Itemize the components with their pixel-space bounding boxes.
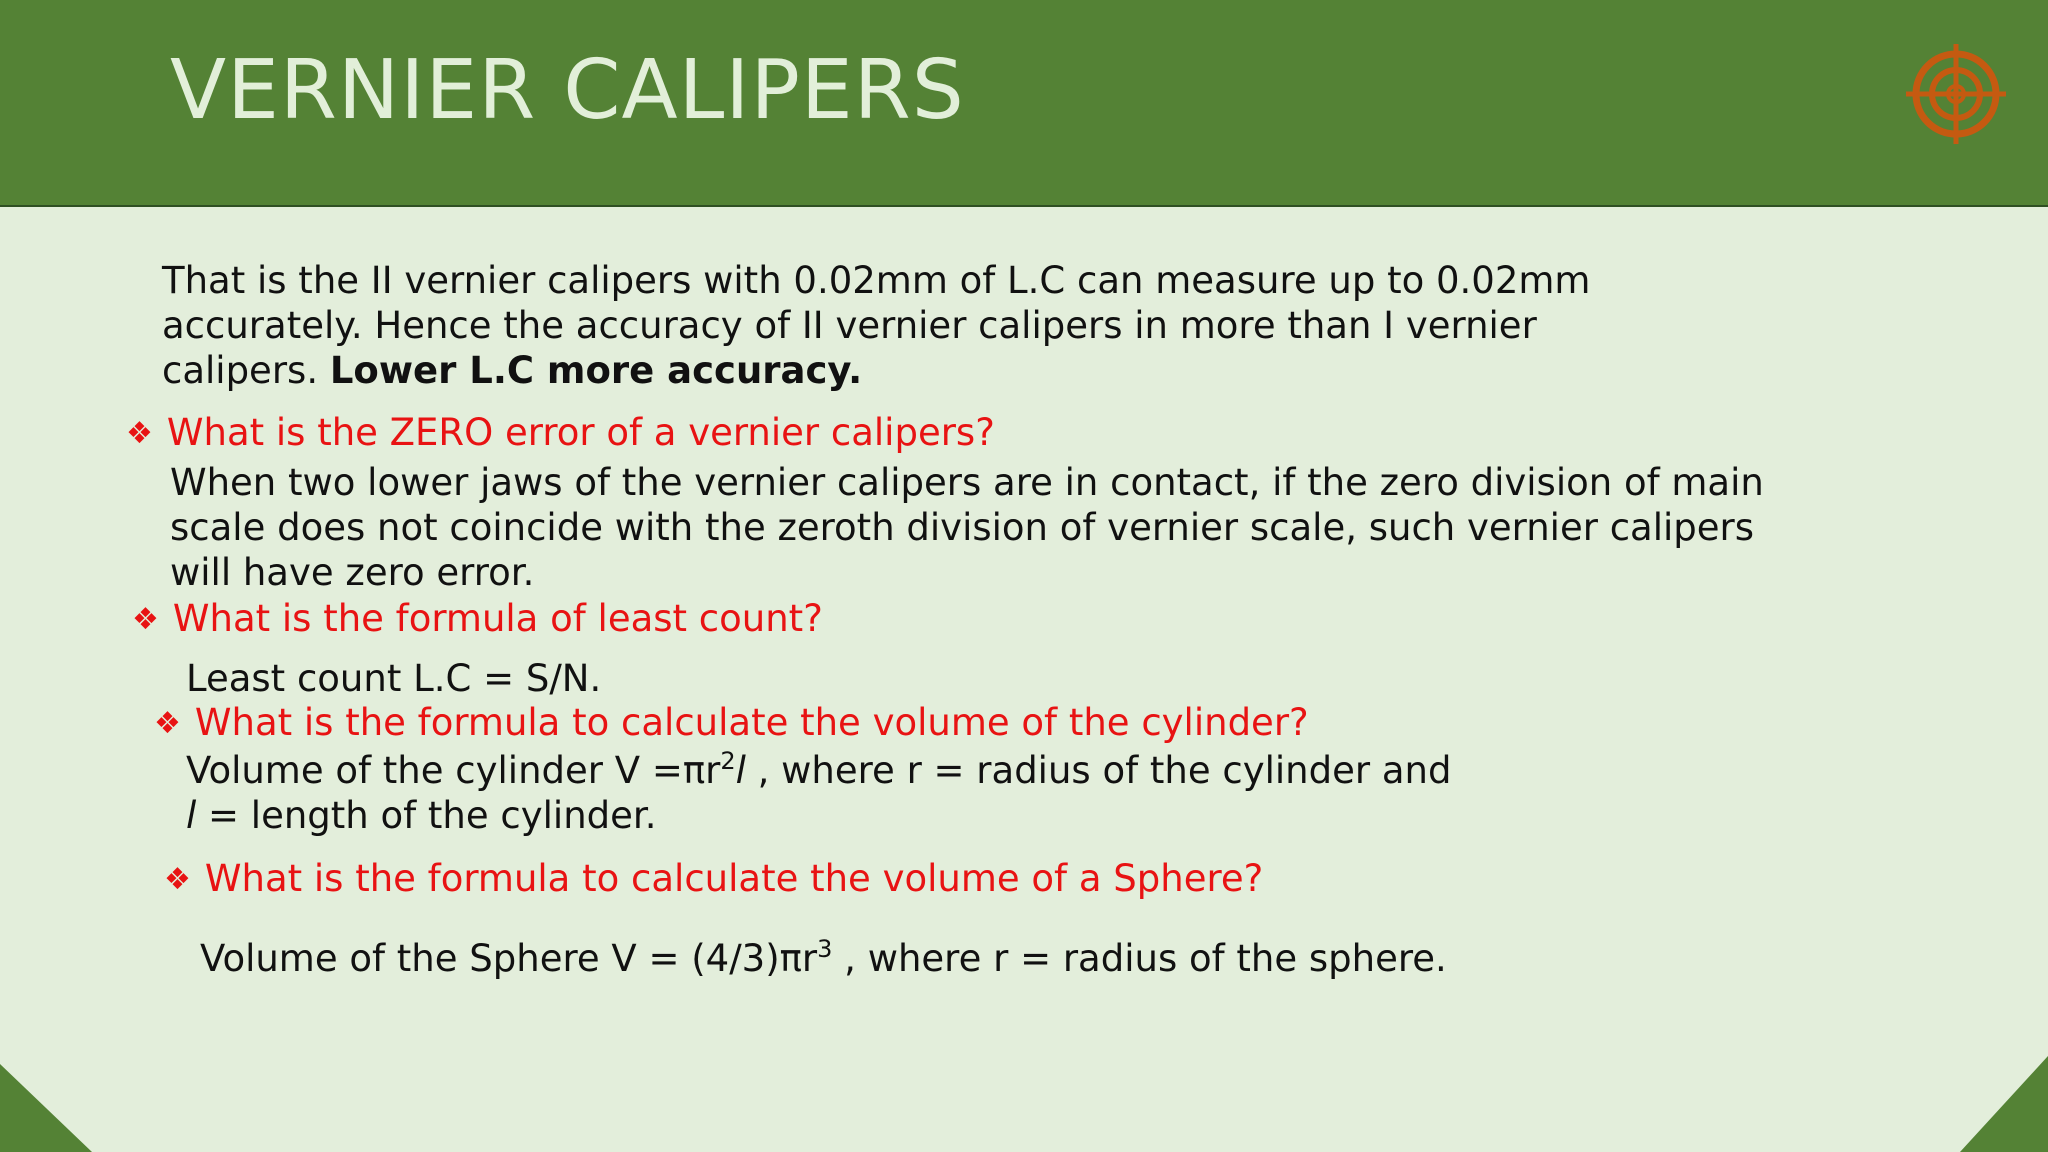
diamond-bullet-icon: ❖ — [132, 602, 159, 637]
answer-least-count: Least count L.C = S/N. — [186, 657, 602, 700]
answer-sphere-volume: Volume of the Sphere $V = (4/3)\pi r^3$ , where r = radius of the sphere. — [200, 935, 1447, 980]
corner-decoration-left — [0, 1064, 92, 1152]
intro-line-2: accurately. Hence the accuracy of II vernier calipers in more than I vernier — [162, 304, 1537, 347]
diamond-bullet-icon: ❖ — [164, 862, 191, 897]
corner-decoration-right — [1960, 1056, 2048, 1152]
answer-cylinder-volume: Volume of the cylinder $V =\pi r^2l$ , where r = radius of the cylinder and l = length of the cylinder. — [186, 747, 1452, 837]
answer-zero-error: When two lower jaws of the vernier calipers are in contact, if the zero division of main scale does not coincide with the zeroth division of vernier scale, such vernier calipers will have zero error. — [170, 461, 1764, 594]
diamond-bullet-icon: ❖ — [126, 416, 153, 451]
diamond-bullet-icon: ❖ — [154, 706, 181, 741]
question-least-count: ❖ What is the formula of least count? — [132, 597, 823, 640]
question-zero-error: ❖ What is the ZERO error of a vernier calipers? — [126, 411, 995, 454]
question-sphere-volume: ❖ What is the formula to calculate the volume of a Sphere? — [164, 857, 1264, 900]
intro-emphasis: Lower L.C more accuracy. — [329, 349, 863, 392]
intro-paragraph — [162, 258, 1590, 393]
slide-title: VERNIER CALIPERS — [170, 43, 965, 138]
question-cylinder-volume: ❖ What is the formula to calculate the volume of the cylinder? — [154, 701, 1309, 744]
intro-line-1: That is the II vernier calipers with 0.02mm of L.C can measure up to 0.02mm — [162, 259, 1591, 302]
intro-line-3: calipers. Lower L.C more accuracy. — [162, 349, 863, 392]
